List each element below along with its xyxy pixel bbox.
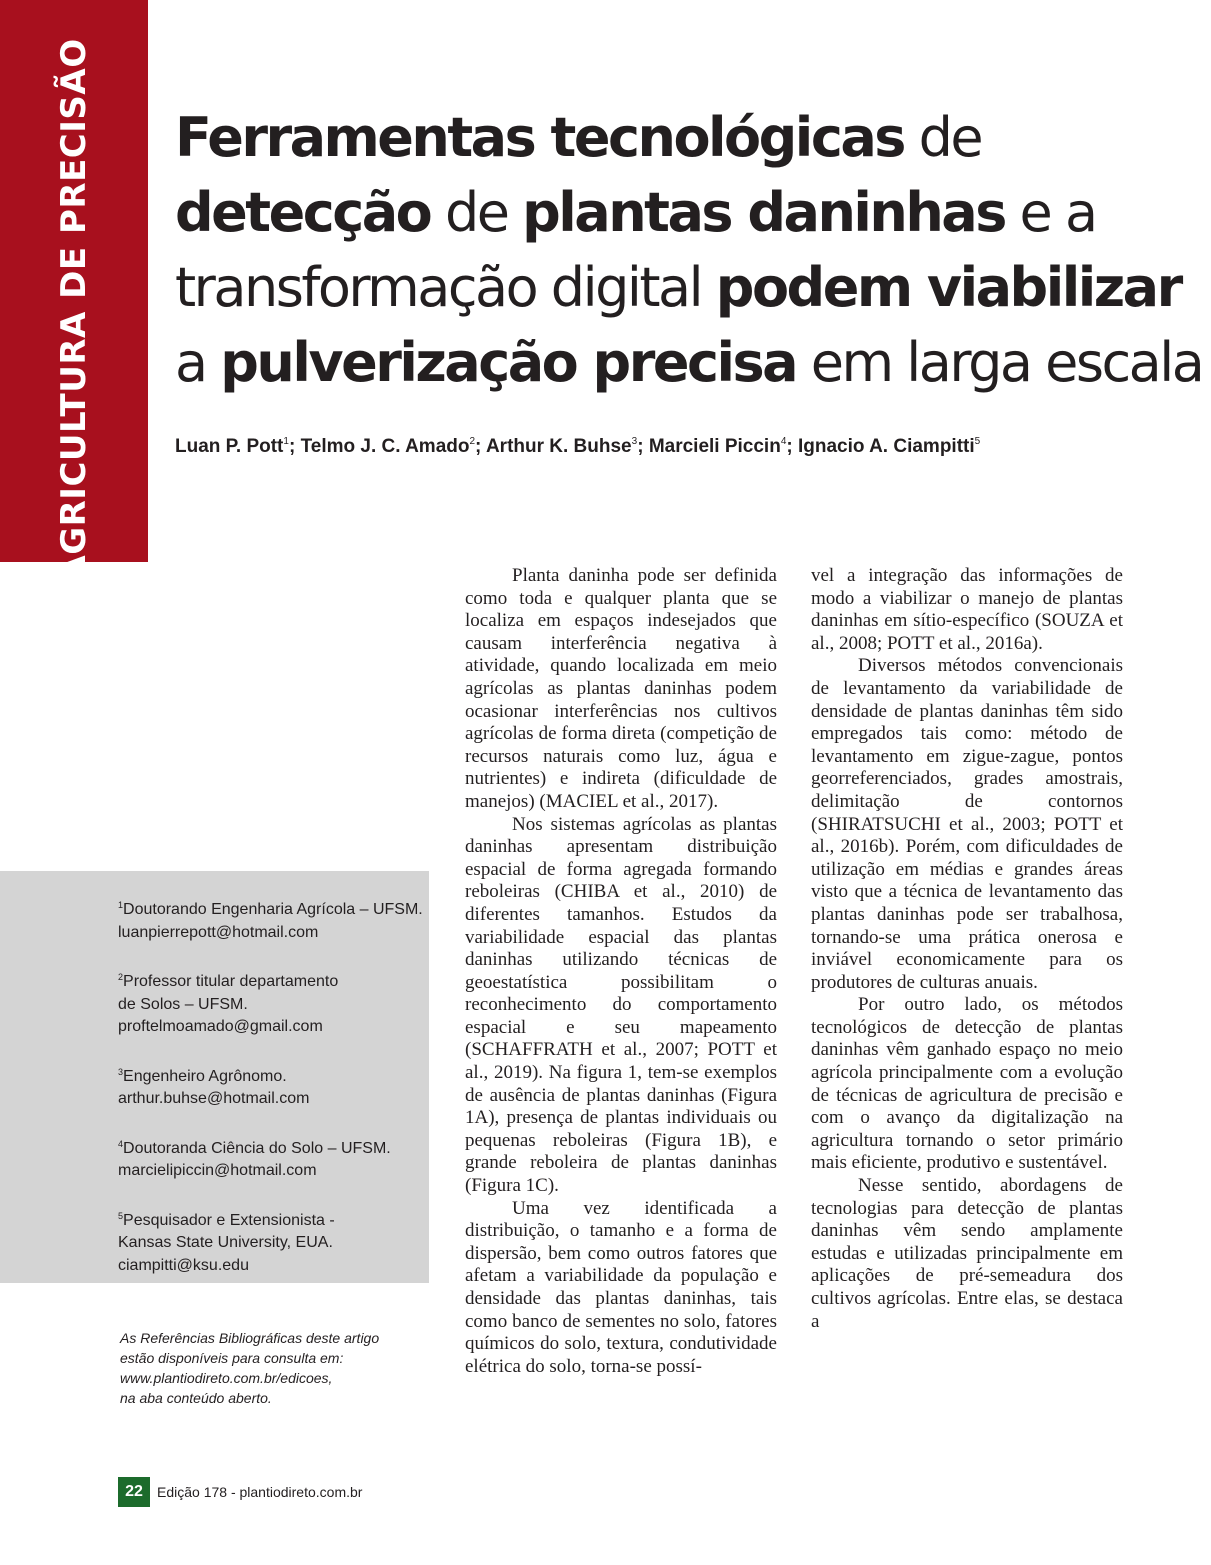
paragraph: Uma vez identificada a distribuição, o tamanho e a forma de dispersão, bem como outros fatores que afetam a variabilidade da população e densidade das plantas daninhas, tais como banco de sementes no solo, fatores químicos do solo, textura, condutividade elétrica do solo, torna-se possí- [465, 1197, 777, 1377]
title-text: em larga escala [796, 331, 1203, 394]
affiliation-4: $^4$Doutoranda Ciência do Solo – UFSM. marcielipiccin@hotmail.com [118, 1138, 391, 1179]
footer-text: Edição 178 - plantiodireto.com.br [157, 1484, 363, 1500]
section-label: AGRICULTURA DE PRECISÃO [54, 38, 94, 582]
title-emphasis: Ferramentas tecnológicas [175, 106, 904, 169]
title-emphasis: pulverização precisa [220, 331, 797, 394]
title-line-2 [175, 175, 1175, 250]
author: Arthur K. Buhse$^3$; [485, 436, 649, 457]
paragraph: Diversos métodos convencionais de levantamento da variabilidade de densidade de plantas daninhas têm sido empregados tais como: método de levantamento em zigue-zague, pontos georreferenciados, grades amostrais, delimitação de contornos (SHIRATSUCHI et al., 2003; POTT et al., 2016b). Porém, com dificuldades de utilização em médias e grandes áreas visto que a técnica de levantamento das plantas daninhas pode ser trabalhosa, tornando-se uma prática onerosa e inviável economicamente para os produtores de culturas anuais. [811, 655, 1123, 993]
author: Ignacio A. Ciampitti$^5$ [798, 436, 981, 457]
paragraph: Planta daninha pode ser definida como toda e qualquer planta que se localiza em espaços indesejados que causam interferência negativa à atividade, quando localizada em meio agrícolas as plantas daninhas podem ocasionar interferências nos cultivos agrícolas de forma direta (competição de recursos naturais como luz, água e nutrientes) e indireta (dificuldade de manejos) (MACIEL et al., 2017). [465, 565, 777, 812]
title-text: e a [1004, 181, 1096, 244]
title-line-4 [175, 325, 1203, 400]
references-note: As Referências Bibliográficas deste artigo estão disponíveis para consulta em: www.plantiodireto.com.br/edicoes, na aba conteúdo aberto. [120, 1330, 380, 1406]
article-title [175, 100, 1203, 400]
title-emphasis: podem viabilizar [715, 256, 1181, 319]
paragraph: Por outro lado, os métodos tecnológicos de detecção de plantas daninhas vêm ganhado espaço no meio agrícola principalmente com a evolução de técnicas de agricultura de precisão e com o avanço da digitalização na agricultura tornando o setor primário mais eficiente, produtivo e sustentável. [811, 994, 1123, 1174]
author: Marcieli Piccin$^4$; [648, 436, 798, 457]
title-text: de [903, 106, 982, 169]
paragraph: Nesse sentido, abordagens de tecnologias para detecção de plantas daninhas vêm sendo amplamente estudas e utilizadas principalmente em aplicações de pré-semeadura dos cultivos agrícolas. Entre elas, se destaca a [811, 1175, 1123, 1332]
title-line-1 [175, 100, 1175, 175]
body-column-1 [465, 565, 777, 1378]
affiliation-5: $^5$Pesquisador e Extensionista - Kansas State University, EUA. ciampitti@ksu.edu [118, 1210, 335, 1274]
affiliation-3: $^3$Engenheiro Agrônomo. arthur.buhse@hotmail.com [118, 1066, 310, 1107]
page-footer [118, 1477, 362, 1507]
title-line-3 [175, 250, 1181, 325]
title-text: a [175, 331, 221, 394]
paragraph: vel a integração das informações de modo a viabilizar o manejo de plantas daninhas em sítio-específico (SOUZA et al., 2008; POTT et al., 2016a). [811, 565, 1123, 654]
affiliations-list [118, 894, 428, 1299]
body-column-2 [811, 565, 1123, 1333]
paragraph: Nos sistemas agrícolas as plantas daninhas apresentam distribuição espacial de forma agregada formando reboleiras (CHIBA et al., 2010) de diferentes tamanhos. Estudos da variabilidade espacial das plantas daninhas utilizando técnicas de geoestatística possibilitam o reconhecimento do comportamento espacial e seu mapeamento (SCHAFFRATH et al., 2007; POTT et al., 2019). Na figura 1, tem-se exemplos de ausência de plantas daninhas (Figura 1A), presença de plantas individuais ou pequenas reboleiras (Figura 1B), e grande reboleira de plantas daninhas (Figura 1C). [465, 813, 777, 1197]
title-text: de [430, 181, 523, 244]
affiliation-2: $^2$Professor titular departamento de Solos – UFSM. proftelmoamado@gmail.com [118, 972, 339, 1035]
title-text: transformação digital [175, 256, 716, 319]
section-band [0, 0, 148, 582]
author: Telmo J. C. Amado$^2$; [300, 436, 486, 457]
author-list [175, 436, 980, 458]
title-emphasis: plantas daninhas [522, 181, 1005, 244]
title-emphasis: detecção [175, 181, 431, 244]
author: Luan P. Pott$^1$; [175, 436, 301, 457]
page-number: 22 [118, 1477, 150, 1507]
affiliation-1: $^1$Doutorando Engenharia Agrícola – UFSM. luanpierrepott@hotmail.com [118, 900, 423, 941]
